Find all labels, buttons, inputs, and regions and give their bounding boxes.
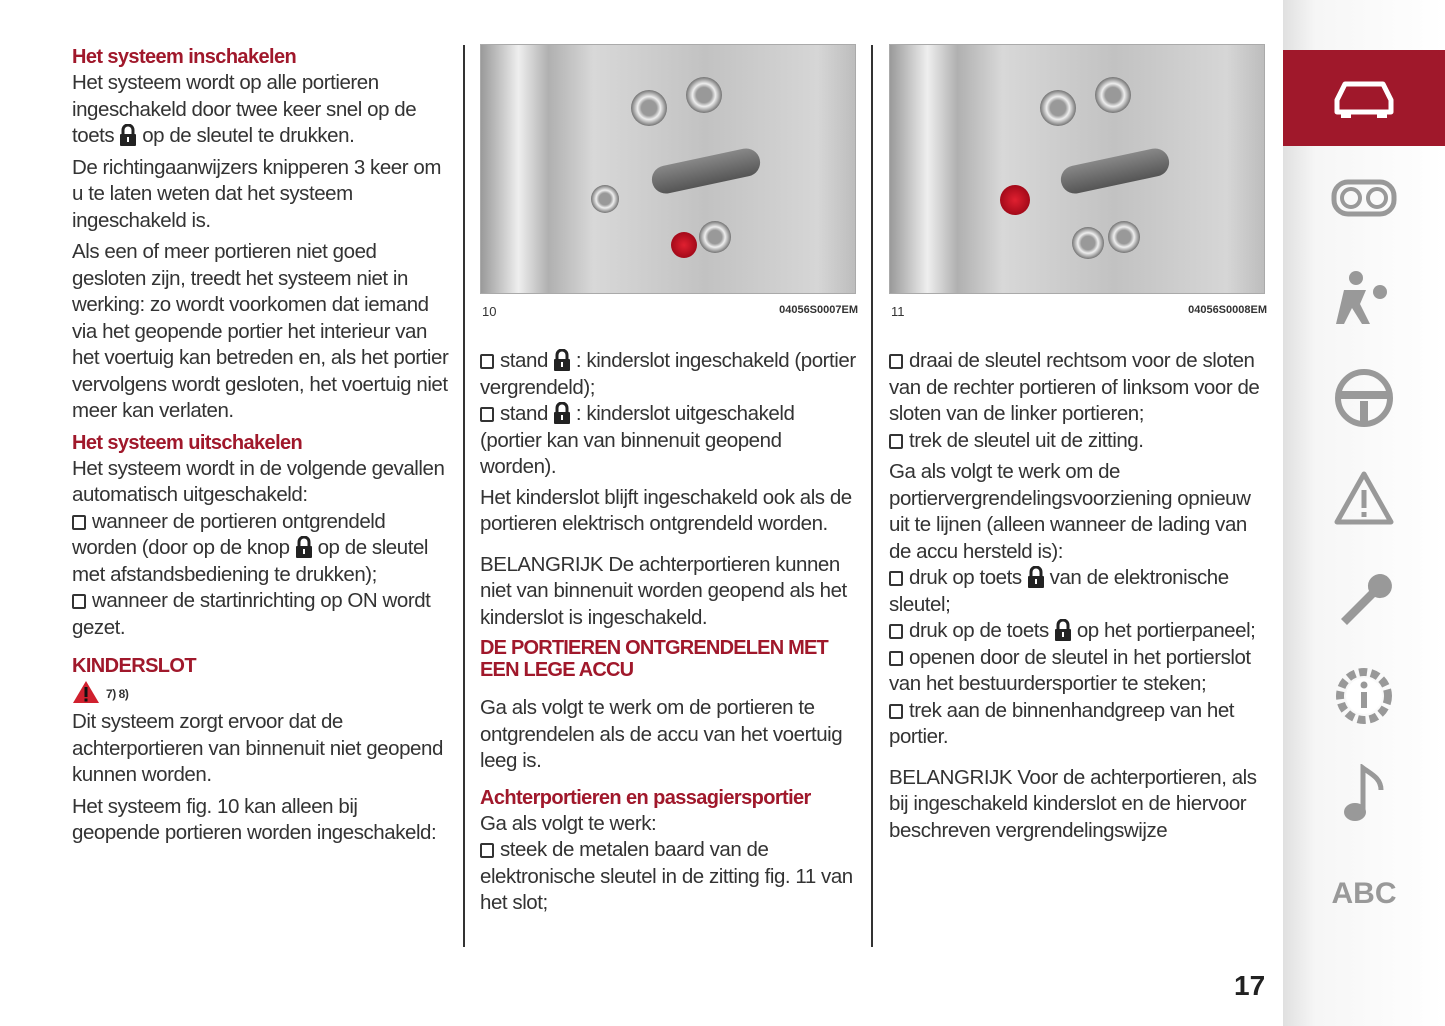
paragraph: Het systeem wordt in de volgende gevallen automatisch uitgeschakeld: bbox=[72, 456, 445, 506]
paragraph: Het systeem fig. 10 kan alleen bij geopende portieren worden ingeschakeld: bbox=[72, 794, 437, 844]
paragraph: Als een of meer portieren niet goed gesloten zijn, treedt het systeem niet in werking: zo wordt voorkomen dat iemand via het geopende portier het interieur van het voertuig kan betreden en, als het portier vervolgens wordt gesloten, het voertuig niet meer kan verlaten. bbox=[72, 240, 449, 422]
list-item bbox=[889, 645, 1267, 698]
paragraph: Het kinderslot blijft ingeschakeld ook als de portieren elektrisch ontgrendeld worden. bbox=[480, 485, 852, 535]
wrench-icon bbox=[1333, 565, 1395, 627]
column-right bbox=[889, 348, 1267, 849]
list-item bbox=[480, 837, 858, 917]
list-item bbox=[889, 698, 1267, 751]
text: openen door de sleutel in het portierslot van het bestuurdersportier te steken; bbox=[889, 645, 1251, 695]
column-middle bbox=[480, 348, 858, 917]
figure-code: 04056S0008EM bbox=[1188, 304, 1267, 316]
text: : kinderslot uitgeschakeld (portier kan van binnenuit geopend worden). bbox=[480, 402, 795, 478]
sidebar-item-emergency[interactable] bbox=[1283, 450, 1445, 546]
text: wanneer de portieren ontgrendeld worden (door op de knop bbox=[72, 509, 386, 559]
paragraph bbox=[72, 70, 450, 150]
heading-rear-doors: Achterportieren en passagiersportier bbox=[480, 786, 811, 809]
sidebar-item-multimedia[interactable] bbox=[1283, 746, 1445, 842]
heading-kinderslot: KINDERSLOT bbox=[72, 655, 197, 677]
bullet-box-icon bbox=[72, 594, 86, 609]
warning-icon bbox=[72, 680, 100, 704]
text: draai de sleutel rechtsom voor de sloten van de rechter portieren of linksom voor de sloten van de linker portieren; bbox=[889, 349, 1260, 425]
paragraph: De richtingaanwijzers knipperen 3 keer om u te laten weten dat het systeem ingeschakeld is. bbox=[72, 155, 441, 232]
heading-enable: Het systeem inschakelen bbox=[72, 46, 297, 68]
list-item bbox=[72, 588, 450, 641]
info-gear-icon bbox=[1333, 665, 1395, 727]
music-note-icon bbox=[1339, 764, 1389, 824]
sidebar-item-maintenance[interactable] bbox=[1283, 548, 1445, 644]
lock-icon bbox=[552, 349, 572, 371]
warning-references: 7) 8) bbox=[106, 687, 129, 701]
figure-10-image bbox=[480, 44, 856, 294]
figure-number: 11 bbox=[891, 304, 905, 319]
text: stand bbox=[500, 349, 548, 372]
sidebar-item-vehicle[interactable] bbox=[1283, 50, 1445, 146]
list-item bbox=[72, 509, 450, 589]
sidebar-item-dashboard[interactable] bbox=[1283, 150, 1445, 246]
list-item bbox=[889, 348, 1267, 428]
paragraph: Ga als volgt te werk om de portieren te ontgrendelen als de accu van het voertuig leeg is. bbox=[480, 696, 843, 772]
text: Het systeem wordt op alle portieren ingeschakeld door twee keer snel op de toets bbox=[72, 71, 417, 147]
column-divider bbox=[871, 45, 873, 947]
list-item bbox=[480, 401, 858, 481]
column-divider bbox=[463, 45, 465, 947]
bullet-box-icon bbox=[889, 571, 903, 586]
sidebar-item-index[interactable] bbox=[1283, 846, 1445, 942]
text: wanneer de startinrichting op ON wordt gezet. bbox=[72, 589, 431, 639]
paragraph: Dit systeem zorgt ervoor dat de achterportieren van binnenuit niet geopend kunnen worden. bbox=[72, 710, 443, 786]
paragraph: BELANGRIJK Voor de achterportieren, als bij ingeschakeld kinderslot en de hiervoor beschreven vergrendelingswijze bbox=[889, 765, 1257, 842]
page-number: 17 bbox=[1234, 970, 1266, 1001]
text: van de elektronische sleutel; bbox=[889, 566, 1229, 616]
text: druk op de toets bbox=[909, 619, 1049, 642]
airbag-person-icon bbox=[1334, 268, 1394, 328]
bullet-box-icon bbox=[889, 624, 903, 639]
figure-number: 10 bbox=[482, 304, 497, 319]
steering-wheel-icon bbox=[1333, 367, 1395, 429]
unlock-icon bbox=[1053, 619, 1073, 641]
instrument-cluster-icon bbox=[1331, 176, 1397, 220]
unlock-icon bbox=[294, 536, 314, 558]
paragraph: BELANGRIJK De achterportieren kunnen niet van binnenuit worden geopend als het kinderslot is ingeschakeld. bbox=[480, 552, 847, 629]
bullet-box-icon bbox=[889, 354, 903, 369]
column-left bbox=[72, 40, 450, 852]
figure-10-caption bbox=[482, 304, 858, 319]
bullet-box-icon bbox=[480, 354, 494, 369]
figure-11-image bbox=[889, 44, 1265, 294]
lock-icon bbox=[118, 124, 138, 146]
sidebar-item-driving[interactable] bbox=[1283, 350, 1445, 446]
text: trek de sleutel uit de zitting. bbox=[909, 428, 1144, 452]
paragraph: Ga als volgt te werk om de portiervergrendelingsvoorziening opnieuw uit te lijnen (alleen wanneer de lading van de accu hersteld is): bbox=[889, 460, 1251, 563]
figure-11-caption bbox=[891, 304, 1267, 319]
warning-triangle-icon bbox=[1333, 470, 1395, 526]
figure-code: 04056S0007EM bbox=[779, 304, 858, 316]
text: op het portierpaneel; bbox=[1076, 619, 1256, 642]
text: op de sleutel te drukken. bbox=[142, 124, 355, 147]
text: trek aan de binnenhandgreep van het portier. bbox=[889, 698, 1235, 748]
sidebar-item-technical-data[interactable] bbox=[1283, 648, 1445, 744]
list-item bbox=[480, 348, 858, 401]
car-icon bbox=[1331, 76, 1397, 120]
bullet-box-icon bbox=[889, 434, 903, 449]
bullet-box-icon bbox=[889, 704, 903, 719]
unlock-icon bbox=[552, 402, 572, 424]
text: op de sleutel met afstandsbediening te drukken); bbox=[72, 536, 428, 586]
paragraph: Ga als volgt te werk: bbox=[480, 811, 657, 835]
text: stand bbox=[500, 402, 548, 425]
sidebar-item-safety[interactable] bbox=[1283, 250, 1445, 346]
heading-empty-battery: DE PORTIEREN ONTGRENDELEN MET EEN LEGE ACCU bbox=[480, 637, 828, 681]
list-item bbox=[889, 618, 1267, 645]
list-item bbox=[889, 428, 1267, 455]
chapter-sidebar bbox=[1283, 0, 1445, 1026]
bullet-box-icon bbox=[480, 843, 494, 858]
text: steek de metalen baard van de elektronische sleutel in de zitting fig. 11 van het slot; bbox=[480, 838, 853, 914]
text: druk op toets bbox=[909, 566, 1022, 589]
abc-index-label: ABC bbox=[1331, 877, 1397, 910]
bullet-box-icon bbox=[72, 515, 86, 530]
heading-disable: Het systeem uitschakelen bbox=[72, 431, 303, 454]
bullet-box-icon bbox=[889, 651, 903, 666]
warning-row bbox=[72, 679, 450, 709]
list-item bbox=[889, 565, 1267, 618]
unlock-icon bbox=[1026, 566, 1046, 588]
text: : kinderslot ingeschakeld (portier vergrendeld); bbox=[480, 349, 856, 399]
bullet-box-icon bbox=[480, 407, 494, 422]
